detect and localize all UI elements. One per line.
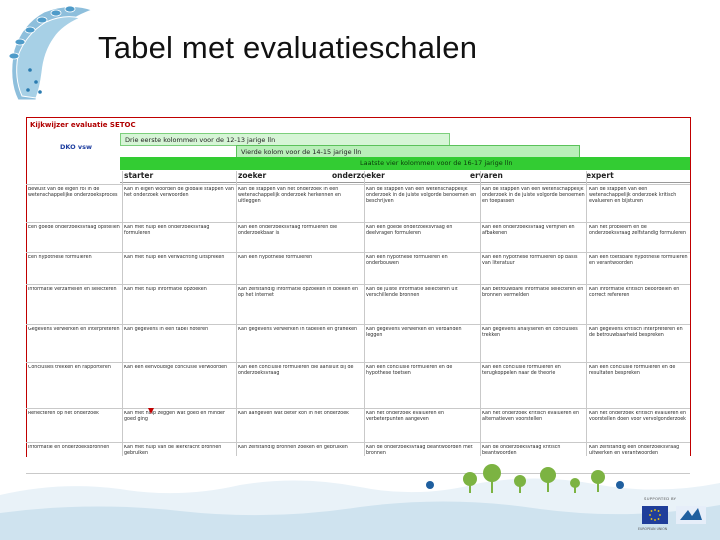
cell-onderzoeker: Kan de juiste informatie selecteren uit verschillende bronnen — [366, 287, 458, 299]
cell-onderzoeker: Kan een hypothese formuleren en onderbouwen — [366, 255, 448, 267]
cell-zoeker: Kan aangeven wat beter kon in het onderzoek — [238, 411, 349, 416]
cell-starter: Kan met hulp zeggen wat goed en minder goed ging — [124, 411, 225, 423]
sponsor-block — [632, 494, 716, 534]
row-criterion: Gegevens verwerken en interpreteren — [28, 327, 120, 332]
cell-starter: Kan met hulp informatie opzoeken — [124, 287, 207, 292]
header-ervaren: ervaren — [470, 171, 503, 180]
table-row — [26, 324, 690, 361]
cell-zoeker: Kan een onderzoeksvraag formuleren die onderzoekbaar is — [238, 225, 338, 237]
band-16-17: Laatste vier kolommen voor de 16-17 jarige lln — [120, 157, 690, 170]
eu-label: EUROPEAN UNION — [638, 527, 668, 531]
table-row — [26, 184, 690, 221]
sheet-border-right — [690, 117, 691, 456]
cell-starter: Kan met hulp van de leerkracht bronnen gebruiken — [124, 445, 222, 457]
table-row — [26, 222, 690, 251]
cell-expert: Kan het onderzoek kritisch evalueren en voorstellen doen voor vervolgonderzoek — [589, 411, 687, 423]
cell-zoeker: Kan zelfstandig informatie opzoeken in boeken en op het internet — [238, 287, 358, 299]
cell-ervaren: Kan de onderzoeksvraag kritisch beantwoorden — [482, 445, 561, 457]
supported-label: SUPPORTED BY — [644, 496, 677, 501]
header-expert: expert — [586, 171, 614, 180]
cell-onderzoeker: Kan een goede onderzoeksvraag en deelvragen formuleren — [366, 225, 453, 237]
cell-ervaren: Kan een onderzoeksvraag verfijnen en afbakenen — [482, 225, 575, 237]
cell-ervaren: Kan gegevens analyseren en conclusies trekken — [482, 327, 578, 339]
table-row — [26, 408, 690, 441]
cell-expert: Kan zelfstandig een onderzoeksvraag uitwerken en verantwoorden — [589, 445, 680, 457]
table-row — [26, 252, 690, 283]
header-onderzoeker: onderzoeker — [332, 171, 385, 180]
cell-expert: Kan informatie kritisch beoordelen en correct refereren — [589, 287, 680, 299]
cell-zoeker: Kan de stappen van het onderzoek in een wetenschappelijk onderzoek herkennen en uitleggen — [238, 187, 341, 205]
cell-ervaren: Kan een hypothese formuleren op basis van literatuur — [482, 255, 578, 267]
cell-starter: Kan met hulp een verwachting uitspreken — [124, 255, 225, 260]
cell-onderzoeker: Kan de stappen van een wetenschappelijk onderzoek in de juiste volgorde benoemen en beschrijven — [366, 187, 477, 205]
shell-logo — [0, 0, 100, 120]
table-row — [26, 284, 690, 323]
cell-zoeker: Kan een hypothese formuleren — [238, 255, 313, 260]
cell-onderzoeker: Kan het onderzoek evalueren en verbeterpunten aangeven — [366, 411, 445, 423]
row-criterion: Conclusies trekken en rapporteren — [28, 365, 111, 370]
row-criterion: Bewust van de eigen rol in de wetenschappelijke onderzoeksproces — [28, 187, 118, 199]
cell-ervaren: Kan de stappen van een wetenschappelijk onderzoek in de juiste volgorde benoemen en toepassen — [482, 187, 585, 205]
cell-expert: Kan de stappen van een wetenschappelijk onderzoek kritisch evalueren en bijsturen — [589, 187, 677, 205]
cell-starter: Kan gegevens in een tabel noteren — [124, 327, 209, 332]
header-starter: starter — [124, 171, 154, 180]
cell-ervaren: Kan een conclusie formuleren en terugkoppelen naar de theorie — [482, 365, 561, 377]
slide-title: Tabel met evaluatieschalen — [98, 30, 478, 65]
cell-starter: Kan met hulp een onderzoeksvraag formuleren — [124, 225, 210, 237]
band-12-13: Drie eerste kolommen voor de 12-13 jarige lln — [120, 133, 450, 146]
cell-expert: Kan het probleem en de onderzoeksvraag zelfstandig formuleren — [589, 225, 687, 237]
cell-ervaren: Kan het onderzoek kritisch evalueren en alternatieven voorstellen — [482, 411, 580, 423]
program-logo-icon — [676, 506, 706, 524]
row-criterion: Informatie verzamelen en selecteren — [28, 287, 117, 292]
dko-label: DKO vsw — [60, 143, 93, 151]
cell-ervaren: Kan betrouwbare informatie selecteren en bronnen vermelden — [482, 287, 584, 299]
cell-starter: Kan een eenvoudige conclusie verwoorden — [124, 365, 228, 370]
red-marker-icon — [148, 408, 154, 414]
cell-zoeker: Kan gegevens verwerken in tabellen en grafieken — [238, 327, 358, 332]
table-row — [26, 362, 690, 407]
sheet-title: Kijkwijzer evaluatie SETOC — [30, 121, 136, 129]
row-criterion: Een goede onderzoeksvraag opstellen — [28, 225, 120, 230]
row-criterion: Reflecteren op het onderzoek — [28, 411, 99, 416]
row-criterion: Informatie en onderzoeksbronnen — [28, 445, 110, 450]
cell-expert: Kan een conclusie formuleren en de resultaten bespreken — [589, 365, 676, 377]
footer-landscape — [0, 455, 720, 540]
cell-starter: Kan in eigen woorden de globale stappen van het onderzoek verwoorden — [124, 187, 234, 199]
cell-expert: Kan gegevens kritisch interpreteren en de betrouwbaarheid bespreken — [589, 327, 683, 339]
cell-zoeker: Kan zelfstandig bronnen zoeken en gebruiken — [238, 445, 348, 450]
cell-onderzoeker: Kan de onderzoeksvraag beantwoorden met bronnen — [366, 445, 473, 457]
row-criterion: Een hypothese formuleren — [28, 255, 92, 260]
cell-zoeker: Kan een conclusie formuleren die aansluit bij de onderzoeksvraag — [238, 365, 354, 377]
eu-flag-icon — [642, 506, 668, 524]
cell-onderzoeker: Kan gegevens verwerken en verbanden leggen — [366, 327, 462, 339]
cell-onderzoeker: Kan een conclusie formuleren en de hypothese toetsen — [366, 365, 453, 377]
column-headers — [120, 171, 690, 183]
band-14-15: Vierde kolom voor de 14-15 jarige lln — [236, 145, 580, 158]
header-zoeker: zoeker — [238, 171, 267, 180]
cell-expert: Kan een toetsbare hypothese formuleren en verantwoorden — [589, 255, 688, 267]
